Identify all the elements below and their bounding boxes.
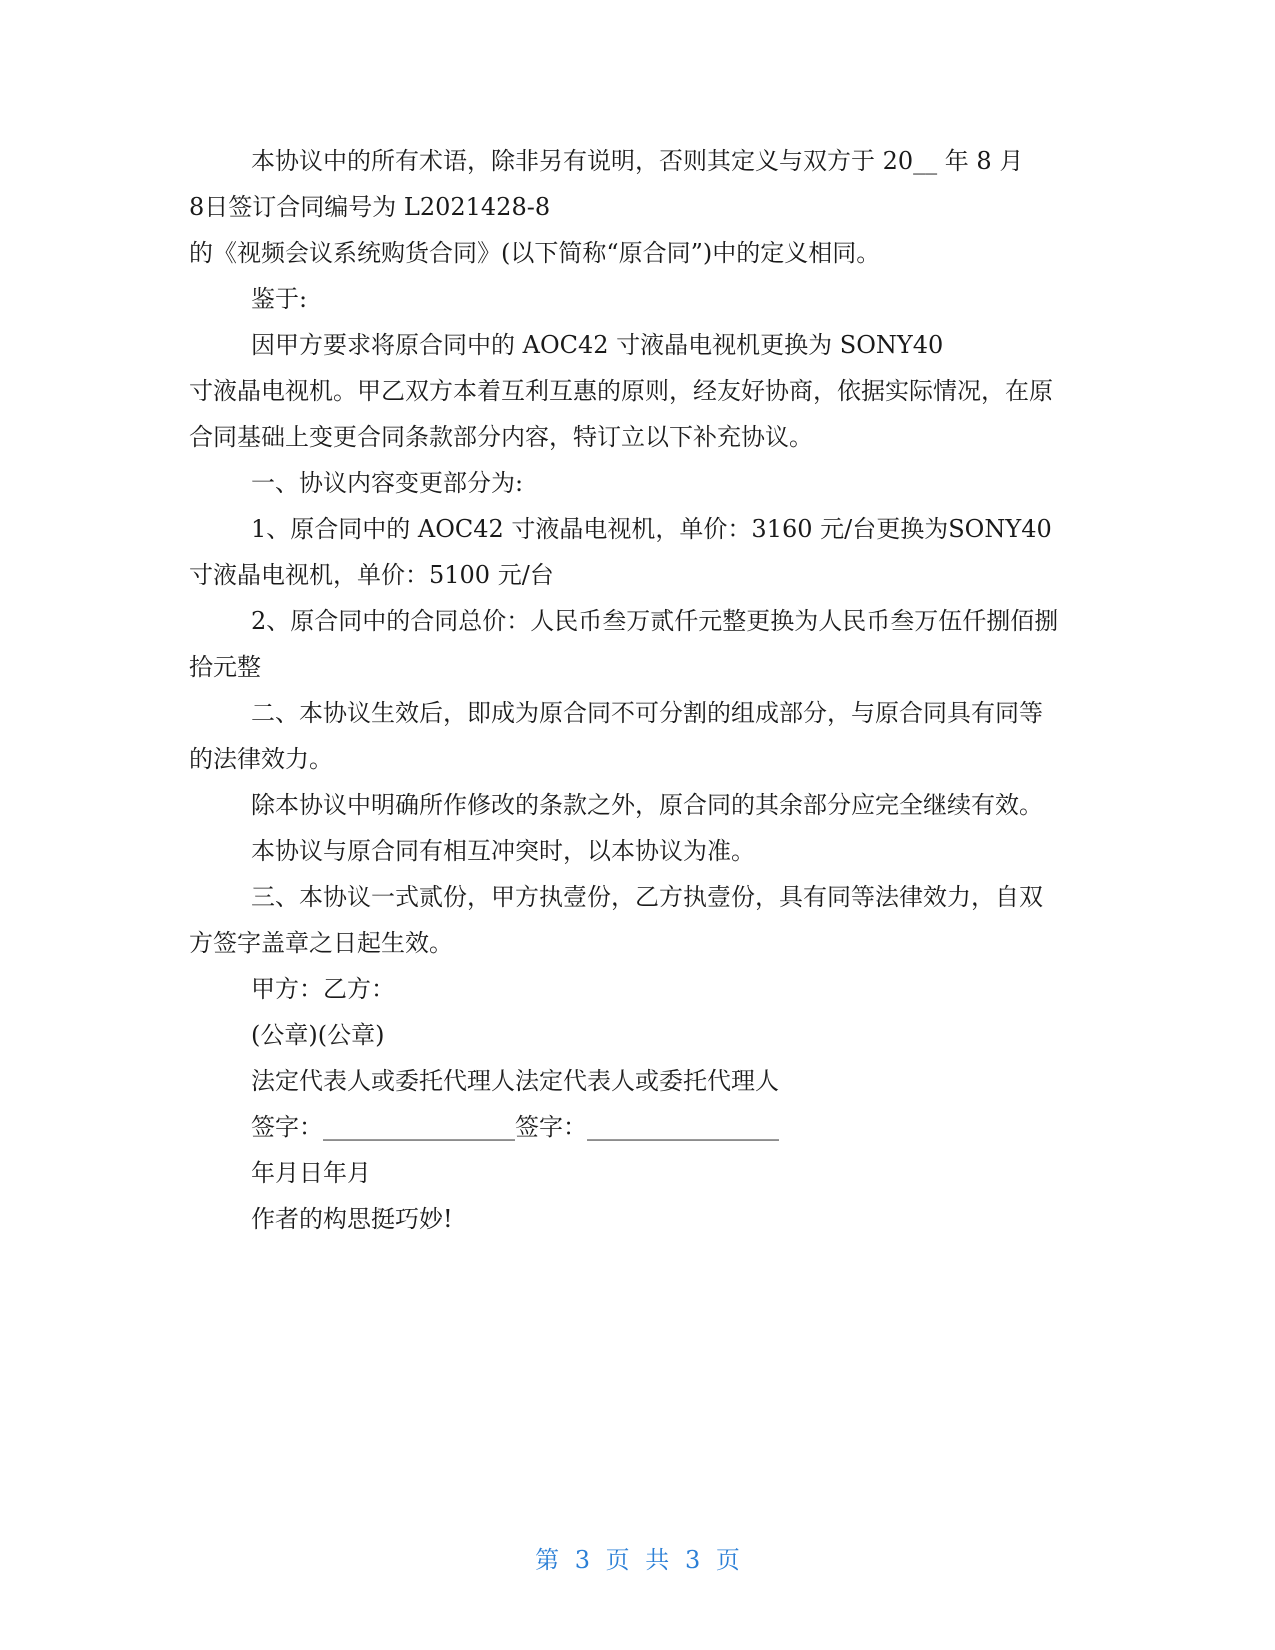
signature-line: 签字：________________签字：________________ [251,1113,779,1141]
date-line: 年月日年月 [251,1159,371,1187]
paragraph-line: 除本协议中明确所作修改的条款之外，原合同的其余部分应完全继续有效。 [251,791,1043,819]
paragraph-line: 二、本协议生效后，即成为原合同不可分割的组成部分，与原合同具有同等 [251,699,1043,727]
signature-parties: 甲方：乙方： [251,975,395,1003]
paragraph-line: 的法律效力。 [189,745,333,773]
paragraph-line: 寸液晶电视机，单价：5100 元/台 [189,561,554,589]
paragraph-line: 的《视频会议系统购货合同》(以下简称“原合同”)中的定义相同。 [189,239,881,267]
paragraph-line: 1、原合同中的 AOC42 寸液晶电视机，单价：3160 元/台更换为SONY40 [251,515,1052,543]
paragraph-line: 本协议中的所有术语，除非另有说明，否则其定义与双方于 20__ 年 8 月 [251,147,1024,175]
closing-remark: 作者的构思挺巧妙! [251,1205,453,1233]
paragraph-line: 鉴于: [251,285,308,313]
paragraph-line: 寸液晶电视机。甲乙双方本着互利互惠的原则，经友好协商，依据实际情况，在原 [189,377,1053,405]
paragraph-line: 本协议与原合同有相互冲突时，以本协议为准。 [251,837,755,865]
seal-line: (公章)(公章) [251,1021,385,1049]
paragraph-line: 2、原合同中的合同总价：人民币叁万贰仟元整更换为人民币叁万伍仟捌佰捌 [251,607,1059,635]
paragraph-line: 合同基础上变更合同条款部分内容，特订立以下补充协议。 [189,423,813,451]
paragraph-line: 拾元整 [189,653,261,681]
representative-line: 法定代表人或委托代理人法定代表人或委托代理人 [251,1067,779,1095]
paragraph-line: 因甲方要求将原合同中的 AOC42 寸液晶电视机更换为 SONY40 [251,331,944,359]
page-number-footer: 第 3 页 共 3 页 [535,1546,740,1574]
paragraph-line: 8日签订合同编号为 L2021428-8 [189,193,551,221]
paragraph-line: 一、协议内容变更部分为: [251,469,524,497]
paragraph-line: 三、本协议一式贰份，甲方执壹份，乙方执壹份，具有同等法律效力，自双 [251,883,1043,911]
paragraph-line: 方签字盖章之日起生效。 [189,929,453,957]
